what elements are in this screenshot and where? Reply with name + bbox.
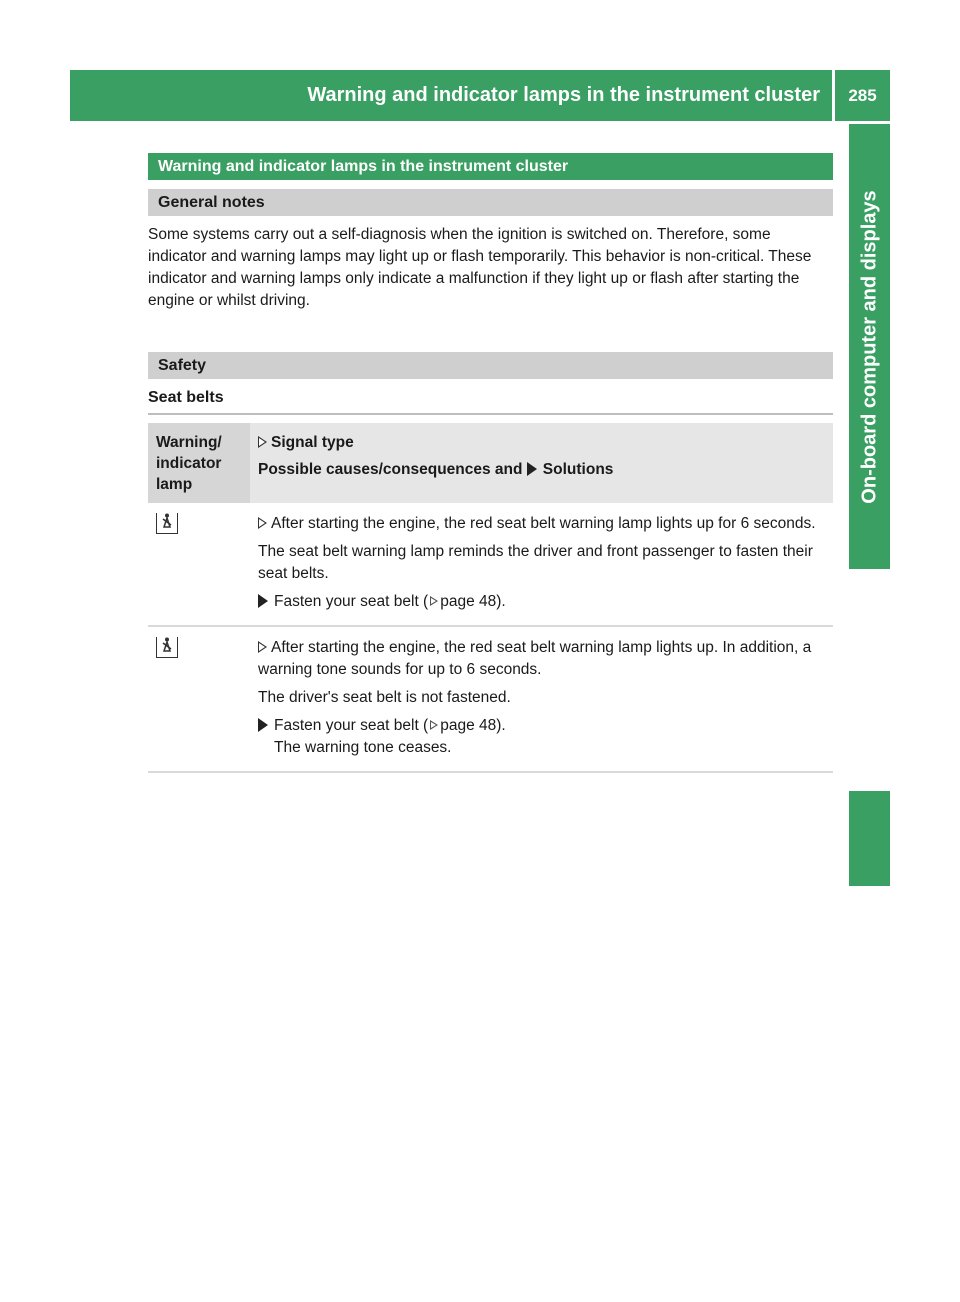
- table-header-row: [148, 423, 833, 503]
- signal-type-icon: [258, 641, 267, 653]
- signal-type-icon: [258, 517, 267, 529]
- cause-text: The seat belt warning lamp reminds the driver and front passenger to fasten their seat belts.: [258, 543, 813, 582]
- description-cell: [250, 626, 833, 772]
- general-notes-text: Some systems carry out a self-diagnosis when the ignition is switched on. Therefore, some indicator and warning lamps may light up or flash temporarily. This behavior is non-critical. These indicator and warning lamps only indicate a malfunction if they light up or flash after starting the engine or whilst driving.: [148, 226, 812, 309]
- solutions-arrow-icon: [527, 462, 537, 476]
- signal-text: After starting the engine, the red seat belt warning lamp lights up. In addition, a warning tone sounds for up to 6 seconds.: [258, 639, 812, 678]
- running-title: Warning and indicator lamps in the instrument cluster: [307, 84, 820, 106]
- action-prefix: Fasten your seat belt (: [274, 717, 429, 734]
- table-row: [148, 503, 833, 626]
- action-suffix: ).: [496, 593, 506, 610]
- seat-belt-icon: [156, 637, 178, 658]
- section-title: Warning and indicator lamps in the instrument cluster: [148, 153, 833, 180]
- lamp-cell: [148, 503, 250, 626]
- main-content: [148, 153, 833, 773]
- signal-type-label: Signal type: [271, 434, 354, 451]
- page-ref-icon: [430, 596, 438, 606]
- solutions-label: Solutions: [542, 461, 614, 478]
- col-description-header: [250, 423, 833, 503]
- divider: [148, 413, 833, 415]
- action-arrow-icon: [258, 718, 268, 732]
- causes-label: Possible causes/consequences and: [258, 461, 523, 478]
- page-reference-link[interactable]: page 48: [440, 717, 497, 734]
- description-cell: [250, 503, 833, 626]
- page-number: 285: [835, 70, 890, 121]
- warning-lamp-table: [148, 423, 833, 773]
- result-text: The warning tone ceases.: [274, 739, 452, 756]
- running-header: [70, 70, 832, 121]
- seat-belts-heading: Seat belts: [148, 389, 224, 406]
- side-block: [849, 791, 890, 886]
- cause-text: The driver's seat belt is not fastened.: [258, 689, 511, 706]
- signal-text: After starting the engine, the red seat belt warning lamp lights up for 6 seconds.: [271, 515, 816, 532]
- seat-belt-icon: [156, 513, 178, 534]
- safety-heading: Safety: [148, 352, 833, 379]
- action-arrow-icon: [258, 594, 268, 608]
- col-lamp-header: Warning/ indicator lamp: [148, 423, 250, 503]
- general-notes-heading: General notes: [148, 189, 833, 216]
- signal-type-icon: [258, 436, 267, 448]
- lamp-cell: [148, 626, 250, 772]
- table-row: [148, 626, 833, 772]
- page-ref-icon: [430, 720, 438, 730]
- action-prefix: Fasten your seat belt (: [274, 593, 429, 610]
- action-suffix: ).: [496, 717, 506, 734]
- side-tab: [849, 124, 890, 569]
- side-tab-label: On-board computer and displays: [858, 189, 880, 504]
- page-reference-link[interactable]: page 48: [440, 593, 497, 610]
